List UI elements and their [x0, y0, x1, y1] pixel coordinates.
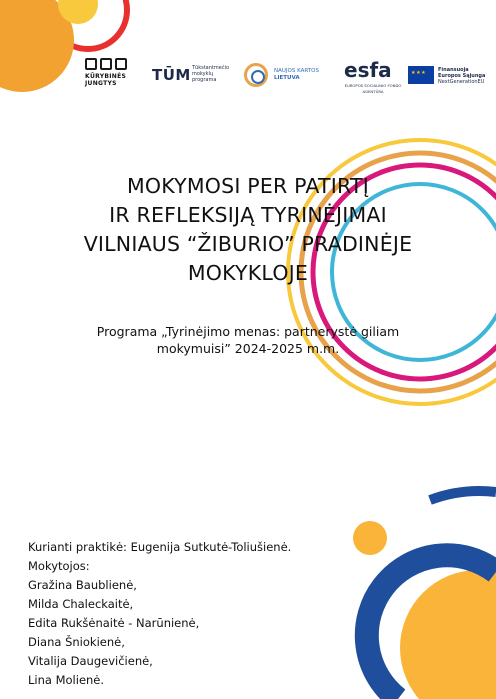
tum-caption-line3: programa: [192, 77, 217, 83]
teacher-name: Vitalija Daugevičienė,: [28, 654, 153, 668]
bottom-right-navy-arc-top: [430, 491, 496, 500]
bottom-right-orange-circle: [400, 570, 496, 699]
teacher-name: Diana Šniokienė,: [28, 635, 125, 649]
esfa-caption: EUROPOS SOCIALINIO FONDO AGENTŪRA: [344, 83, 402, 94]
title-line-1: MOKYMOSI PER PATIRTĮ: [127, 174, 369, 198]
esfa-logo: [340, 54, 406, 98]
program-subtitle: [40, 323, 456, 357]
naujos-kartos-line1: NAUJOS KARTOS: [274, 68, 319, 74]
partner-logos: [80, 54, 490, 98]
subtitle-line-1: Programa „Tyrinėjimo menas: partnerystė giliam: [96, 324, 400, 339]
teachers-heading: Mokytojos:: [28, 559, 90, 573]
kurybines-jungtys-logo: [85, 54, 131, 98]
teacher-name: Lina Molienė.: [28, 673, 105, 687]
eu-logo: [408, 54, 490, 98]
naujos-kartos-emblem-icon: [244, 63, 268, 87]
document-title: [20, 172, 476, 288]
tum-logo: [152, 54, 234, 98]
eu-line1: Finansuoja: [438, 67, 469, 73]
esfa-name: esfa: [344, 58, 392, 82]
subtitle-line-2: mokymuisi” 2024-2025 m.m.: [156, 341, 340, 356]
title-line-2: IR REFLEKSIJĄ TYRINĖJIMAI: [109, 203, 387, 227]
credits-block: [28, 538, 388, 690]
tum-caption-line2: mokyklų: [192, 71, 214, 77]
eu-line3: NextGenerationEU: [438, 79, 485, 85]
tum-name: TŪM: [152, 66, 191, 84]
eu-line2: Europos Sąjunga: [438, 73, 486, 79]
kurybines-name-line1: KŪRYBINĖS: [85, 73, 127, 80]
tum-caption-line1: Tūkstantmečio: [192, 65, 230, 71]
naujos-kartos-line2: LIETUVA: [274, 75, 300, 81]
naujos-kartos-logo: [244, 54, 334, 98]
author-line: Kurianti praktikė: Eugenija Sutkutė-Toliušienė.: [28, 540, 292, 554]
teacher-name: Gražina Baublienė,: [28, 578, 137, 592]
eu-flag-icon: [408, 66, 434, 84]
title-line-3: VILNIAUS “ŽIBURIO” PRADINĖJE: [83, 232, 413, 256]
teacher-name: Milda Chaleckaitė,: [28, 597, 134, 611]
kurybines-name-line2: JUNGTYS: [85, 80, 117, 87]
teacher-name: Edita Rukšėnaitė - Narūnienė,: [28, 616, 200, 630]
title-line-4: MOKYKLOJE: [187, 261, 309, 285]
